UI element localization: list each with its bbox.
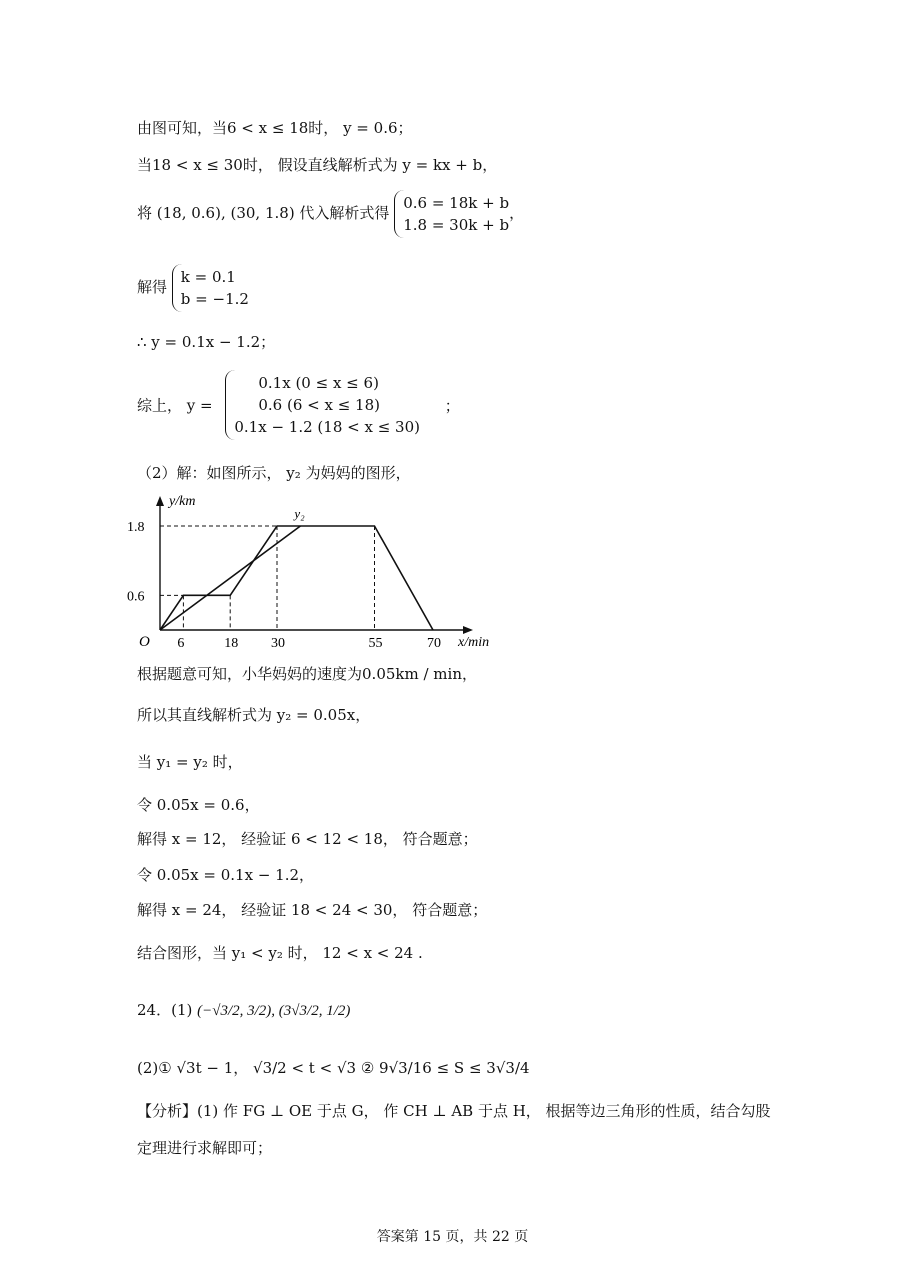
system-1-eq1: 0.6 = 18k + b	[403, 194, 510, 212]
text-line-13: 令 0.05x = 0.1x − 1.2，	[137, 866, 315, 884]
origin-label: O	[139, 634, 150, 650]
text-line-15: 结合图形，当 y₁ < y₂ 时， 12 < x < 24 .	[137, 944, 423, 962]
series-line-1	[160, 526, 300, 630]
substitution-prefix: 将 (18, 0.6), (30, 1.8) 代入解析式得	[137, 204, 390, 222]
x-tick-label-6: 6	[177, 636, 185, 650]
x-tick-label-55: 55	[368, 636, 383, 650]
text-line-5: ∴ y = 0.1x − 1.2；	[137, 333, 276, 351]
y-tick-label-0.6: 0.6	[127, 589, 145, 605]
piecewise-system	[225, 370, 420, 440]
x-axis-label: x/min	[458, 635, 490, 650]
text-line-11: 令 0.05x = 0.6，	[137, 796, 260, 814]
substitution-line	[137, 190, 524, 238]
analysis-line-2: 定理进行求解即可；	[137, 1139, 273, 1157]
y-tick-label-1.8: 1.8	[127, 520, 145, 535]
text-line-10: 当 y₁ = y₂ 时，	[137, 753, 243, 771]
series-line-0	[160, 526, 433, 630]
y-axis-label: y/km	[169, 494, 196, 509]
substitution-suffix: ，	[509, 204, 525, 222]
x-tick-label-70: 70	[427, 636, 441, 650]
equation-system-2	[172, 264, 249, 312]
y-axis-arrow	[156, 496, 164, 506]
text-line-8: 根据题意可知，小华妈妈的速度为0.05km / min，	[137, 665, 477, 683]
text-line-1: 由图可知，当6 < x ≤ 18时， y = 0.6；	[137, 119, 413, 137]
equation-system-1	[394, 190, 509, 238]
system-1-eq2: 1.8 = 30k + b	[403, 216, 510, 234]
text-line-14: 解得 x = 24， 经验证 18 < 24 < 30， 符合题意；	[137, 901, 488, 919]
question-24-answer-1: (−√3/2, 3/2), (3√3/2, 1/2)	[197, 1003, 351, 1019]
text-line-2: 当18 < x ≤ 30时， 假设直线解析式为 y = kx + b，	[137, 156, 498, 174]
text-line-12: 解得 x = 12， 经验证 6 < 12 < 18， 符合题意；	[137, 830, 478, 848]
distance-time-chart	[125, 490, 505, 650]
question-24-part-2: (2)① √3t − 1， √3/2 < t < √3 ② 9√3/16 ≤ S ≤ 3√3/4	[137, 1059, 530, 1077]
piecewise-eq1: 0.1x (0 ≤ x ≤ 6)	[258, 374, 379, 392]
x-tick-label-18: 18	[224, 636, 239, 650]
question-24-part-1	[137, 1000, 350, 1021]
series-label-y2: y₂	[294, 506, 305, 521]
piecewise-suffix: ；	[444, 396, 460, 415]
piecewise-prefix: 综上， y =	[137, 396, 213, 415]
page-footer: 答案第 15 页，共 22 页	[376, 1229, 529, 1245]
x-tick-label-30: 30	[271, 636, 285, 650]
piecewise-line	[137, 370, 460, 440]
text-line-9: 所以其直线解析式为 y₂ = 0.05x，	[137, 706, 371, 724]
solution-prefix: 解得	[137, 278, 168, 296]
system-2-eq1: k = 0.1	[180, 268, 236, 286]
system-2-eq2: b = −1.2	[180, 290, 249, 308]
piecewise-eq2: 0.6 (6 < x ≤ 18)	[258, 396, 381, 414]
solution-line	[137, 264, 249, 312]
analysis-line-1: 【分析】(1) 作 FG ⊥ OE 于点 G， 作 CH ⊥ AB 于点 H， 根据等边三角形的性质，结合勾股	[137, 1102, 771, 1120]
question-24-prefix: 24．(1)	[137, 1001, 193, 1019]
piecewise-eq3: 0.1x − 1.2 (18 < x ≤ 30)	[234, 418, 420, 436]
text-line-7: （2）解：如图所示， y₂ 为妈妈的图形，	[137, 464, 411, 482]
x-axis-arrow	[463, 626, 473, 634]
